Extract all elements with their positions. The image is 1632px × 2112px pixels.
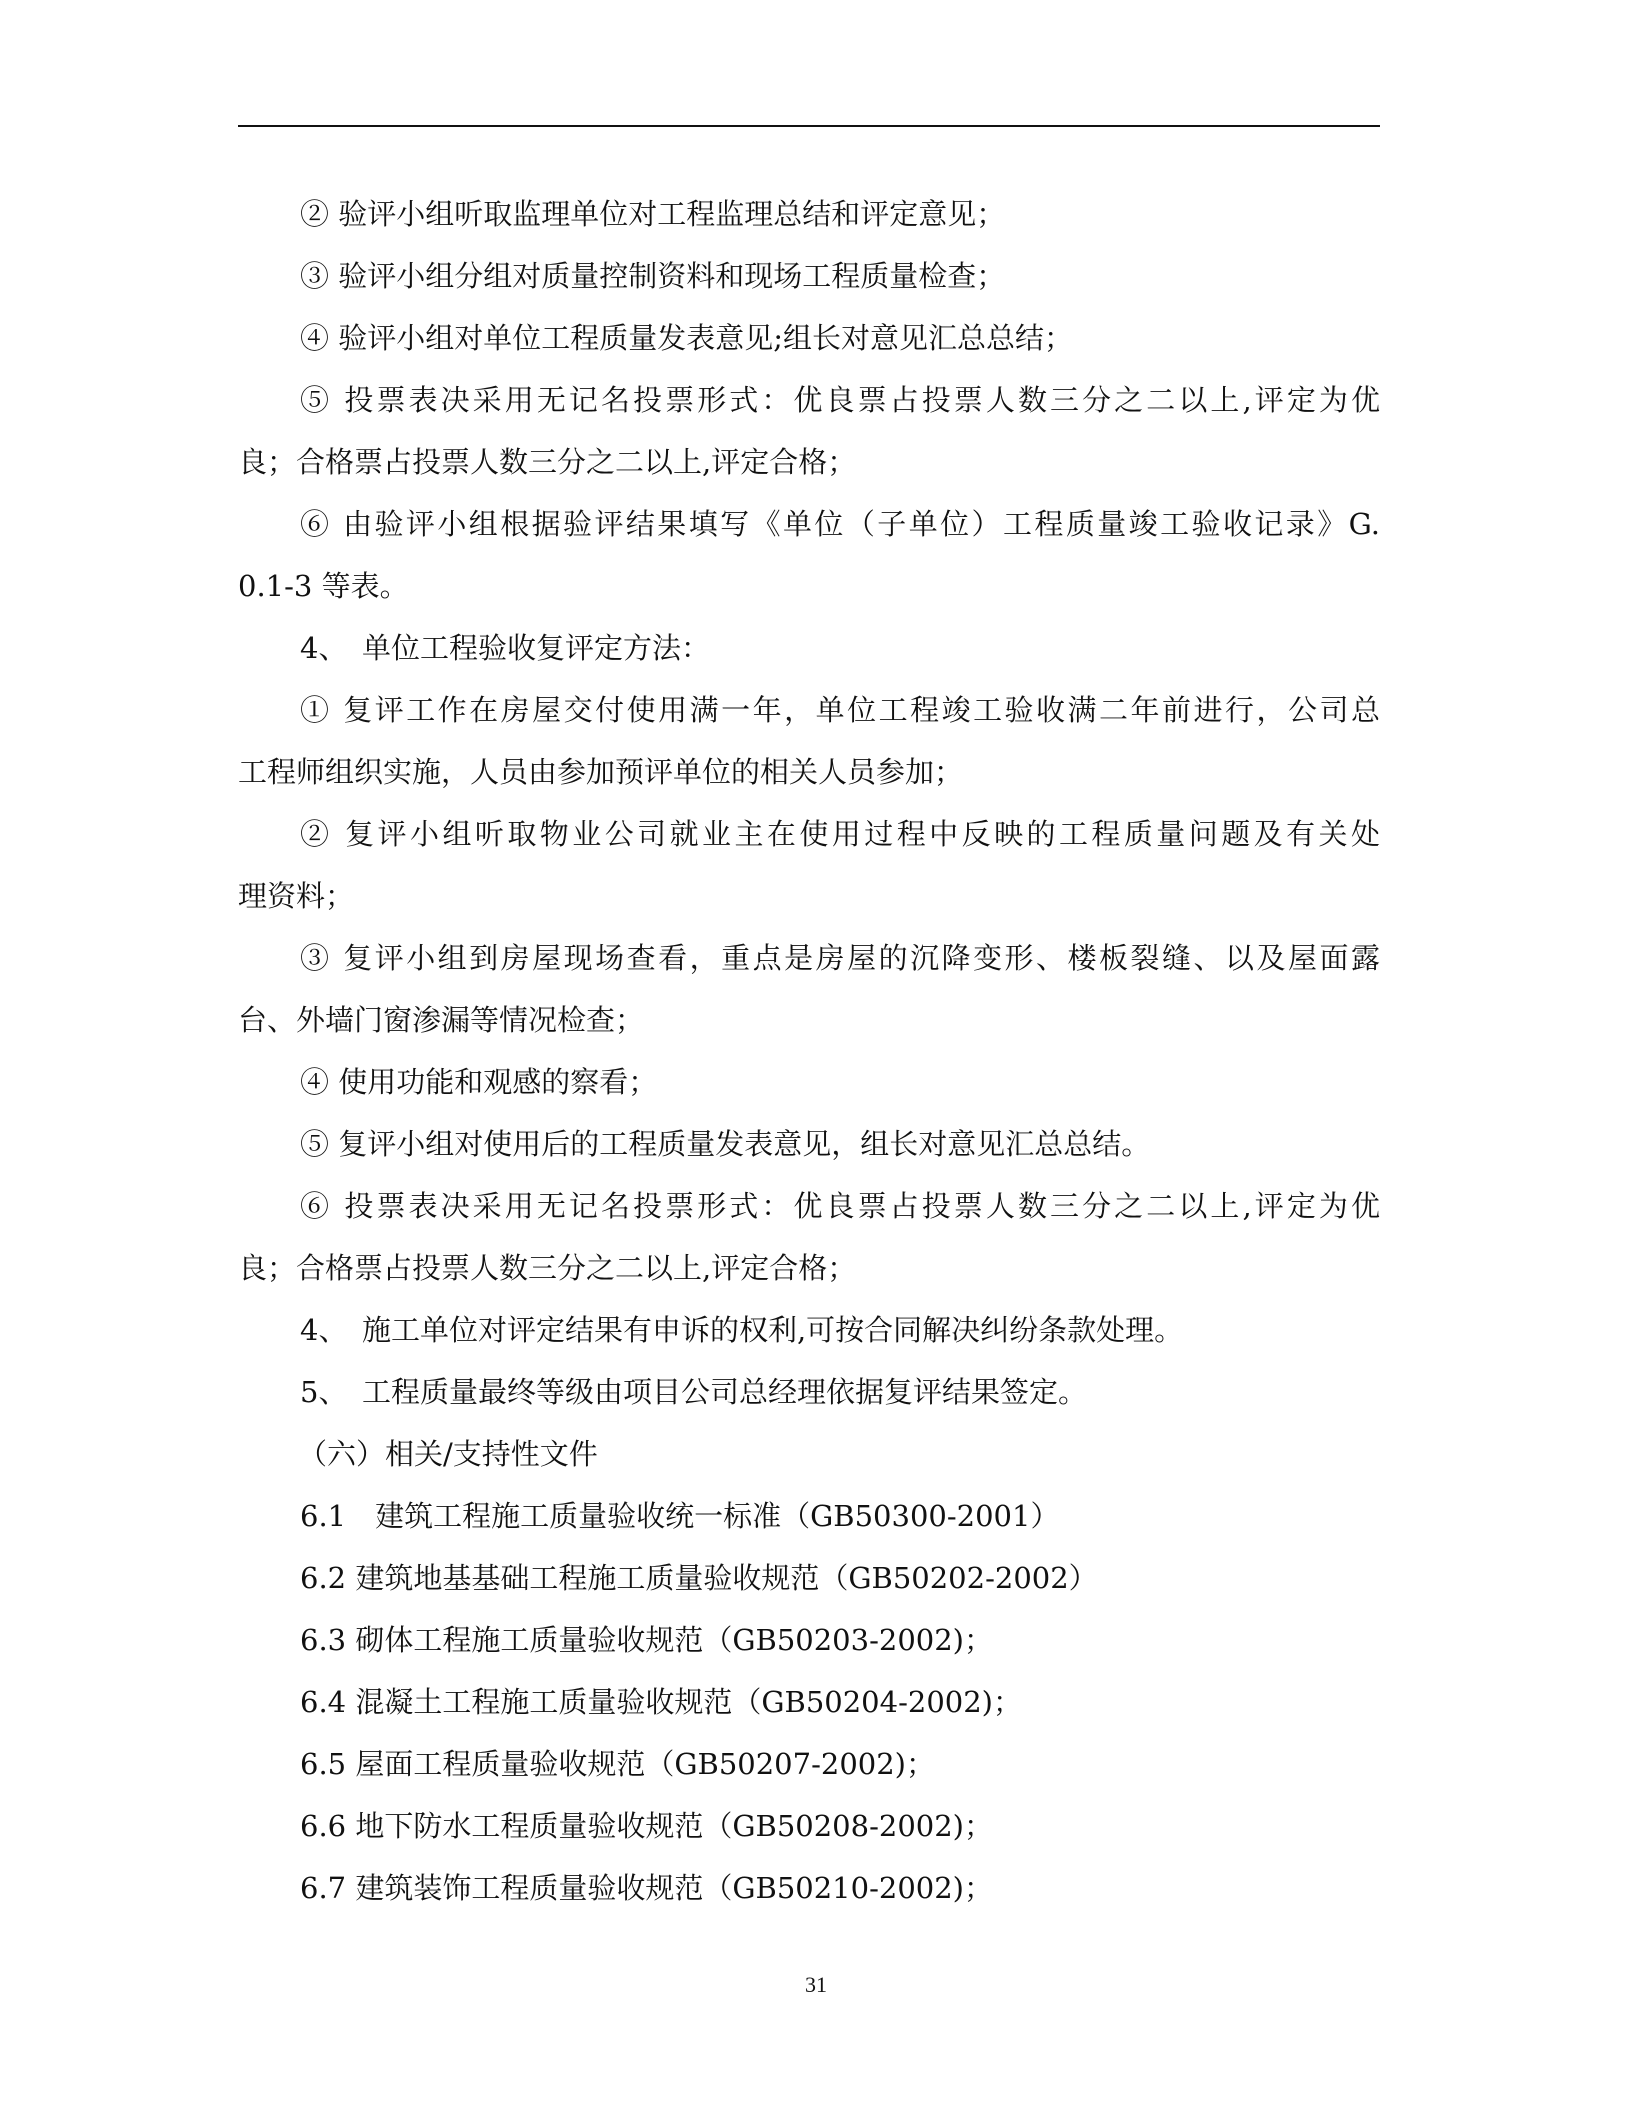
paragraph-line: 良；合格票占投票人数三分之二以上,评定合格； xyxy=(238,1251,857,1285)
paragraph-line: 5、 工程质量最终等级由项目公司总经理依据复评结果签定。 xyxy=(300,1375,1087,1409)
paragraph-line: ④ 使用功能和观感的察看； xyxy=(300,1065,658,1099)
section-heading: （六）相关/支持性文件 xyxy=(298,1437,598,1471)
paragraph-line: ② 复评小组听取物业公司就业主在使用过程中反映的工程质量问题及有关处 xyxy=(300,817,1380,851)
reference-item: 6.1 建筑工程施工质量验收统一标准（GB50300-2001） xyxy=(300,1499,1060,1533)
paragraph-line: ① 复评工作在房屋交付使用满一年，单位工程竣工验收满二年前进行，公司总 xyxy=(300,693,1380,727)
page-number: 31 xyxy=(805,1972,827,1997)
paragraph-line: 4、 施工单位对评定结果有申诉的权利,可按合同解决纠纷条款处理。 xyxy=(300,1313,1184,1347)
paragraph-line: ③ 复评小组到房屋现场查看，重点是房屋的沉降变形、楼板裂缝、以及屋面露 xyxy=(300,941,1380,975)
paragraph-line: ④ 验评小组对单位工程质量发表意见;组长对意见汇总总结； xyxy=(300,321,1073,355)
document-body xyxy=(238,183,1380,1919)
paragraph-line: 工程师组织实施，人员由参加预评单位的相关人员参加； xyxy=(238,755,964,789)
reference-item: 6.7 建筑装饰工程质量验收规范（GB50210-2002)； xyxy=(300,1871,993,1905)
paragraph-line: ⑤ 投票表决采用无记名投票形式：优良票占投票人数三分之二以上,评定为优 xyxy=(300,383,1380,417)
paragraph-line: ⑥ 由验评小组根据验评结果填写《单位（子单位）工程质量竣工验收记录》G. xyxy=(300,507,1380,541)
header-rule xyxy=(238,125,1380,127)
reference-item: 6.6 地下防水工程质量验收规范（GB50208-2002)； xyxy=(300,1809,993,1843)
paragraph-line: ② 验评小组听取监理单位对工程监理总结和评定意见； xyxy=(300,197,1006,231)
paragraph-line: ⑥ 投票表决采用无记名投票形式：优良票占投票人数三分之二以上,评定为优 xyxy=(300,1189,1380,1223)
reference-item: 6.2 建筑地基基础工程施工质量验收规范（GB50202-2002） xyxy=(300,1561,1098,1595)
paragraph-line: 台、外墙门窗渗漏等情况检查； xyxy=(238,1003,645,1037)
reference-item: 6.5 屋面工程质量验收规范（GB50207-2002)； xyxy=(300,1747,935,1781)
reference-item: 6.4 混凝土工程施工质量验收规范（GB50204-2002)； xyxy=(300,1685,1022,1719)
paragraph-line: 理资料； xyxy=(238,879,355,913)
paragraph-line: ③ 验评小组分组对质量控制资料和现场工程质量检查； xyxy=(300,259,1006,293)
reference-item: 6.3 砌体工程施工质量验收规范（GB50203-2002)； xyxy=(300,1623,993,1657)
section-heading: 4、 单位工程验收复评定方法： xyxy=(300,631,710,665)
paragraph-line: ⑤ 复评小组对使用后的工程质量发表意见，组长对意见汇总总结。 xyxy=(300,1127,1151,1161)
paragraph-line: 0.1-3 等表。 xyxy=(238,569,409,603)
paragraph-line: 良；合格票占投票人数三分之二以上,评定合格； xyxy=(238,445,857,479)
